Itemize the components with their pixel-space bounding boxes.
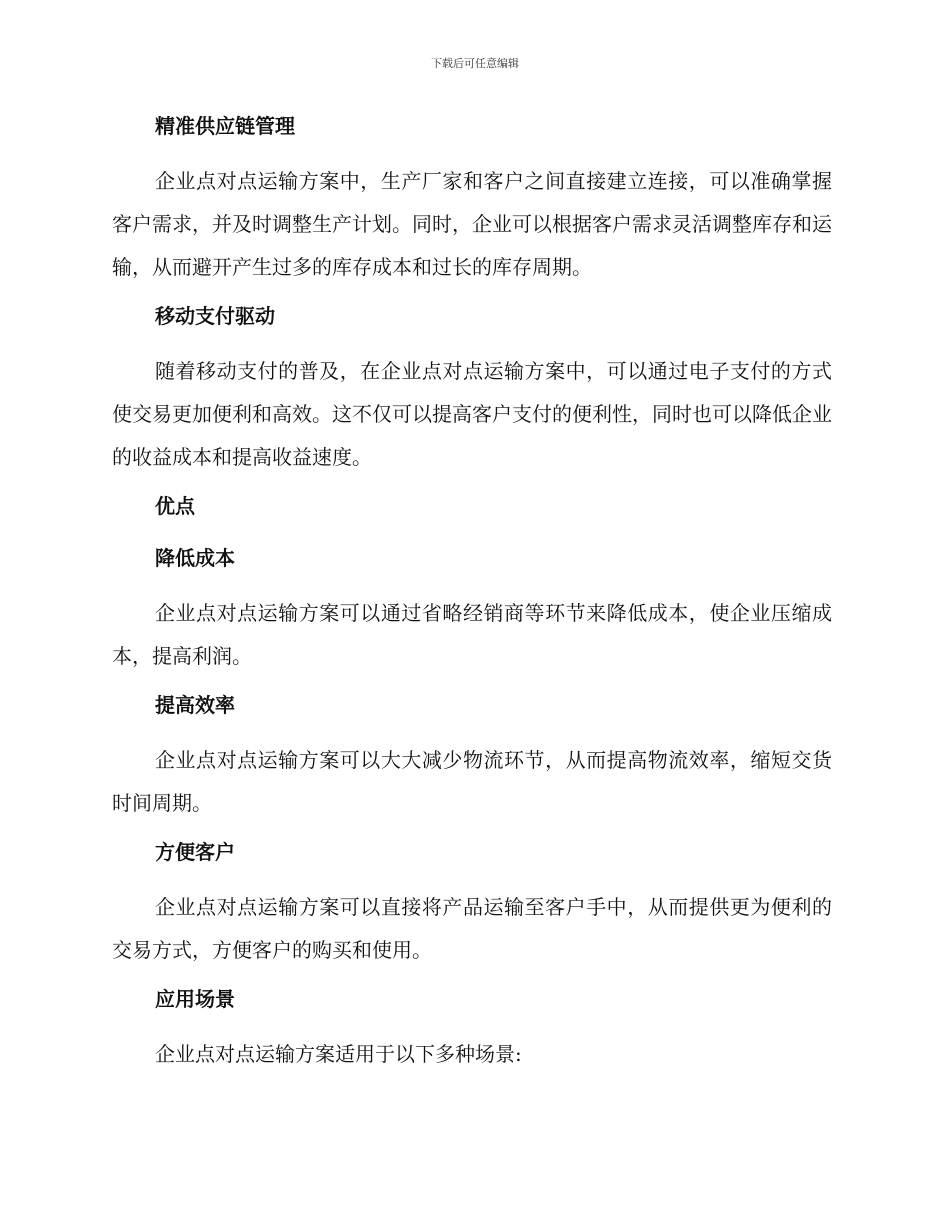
page-header-note: 下载后可任意编辑 xyxy=(431,57,519,70)
section-heading: 应用场景 xyxy=(155,987,235,1011)
section-heading: 方便客户 xyxy=(155,840,235,864)
section-paragraph: 企业点对点运输方案中，生产厂家和客户之间直接建立连接，可以准确掌握客户需求，并及时调整生产计划。同时，企业可以根据客户需求灵活调整库存和运输，从而避开产生过多的库存成本和过长的库存周期。 xyxy=(112,169,832,279)
section-heading: 优点 xyxy=(155,494,195,518)
document-body xyxy=(112,108,832,1085)
section-paragraph: 企业点对点运输方案可以大大减少物流环节，从而提高物流效率，缩短交货时间周期。 xyxy=(112,748,832,815)
section-paragraph: 企业点对点运输方案可以通过省略经销商等环节来降低成本，使企业压缩成本，提高利润。 xyxy=(112,601,832,668)
section-paragraph: 随着移动支付的普及，在企业点对点运输方案中，可以通过电子支付的方式使交易更加便利和高效。这不仅可以提高客户支付的便利性，同时也可以降低企业的收益成本和提高收益速度。 xyxy=(112,359,832,469)
section-heading: 移动支付驱动 xyxy=(155,304,275,328)
section-paragraph: 企业点对点运输方案适用于以下多种场景: xyxy=(155,1042,522,1066)
section-paragraph: 企业点对点运输方案可以直接将产品运输至客户手中，从而提供更为便利的交易方式，方便客户的购买和使用。 xyxy=(112,895,832,962)
section-heading: 降低成本 xyxy=(155,546,235,570)
section-heading: 精准供应链管理 xyxy=(155,114,295,138)
section-heading: 提高效率 xyxy=(155,693,235,717)
